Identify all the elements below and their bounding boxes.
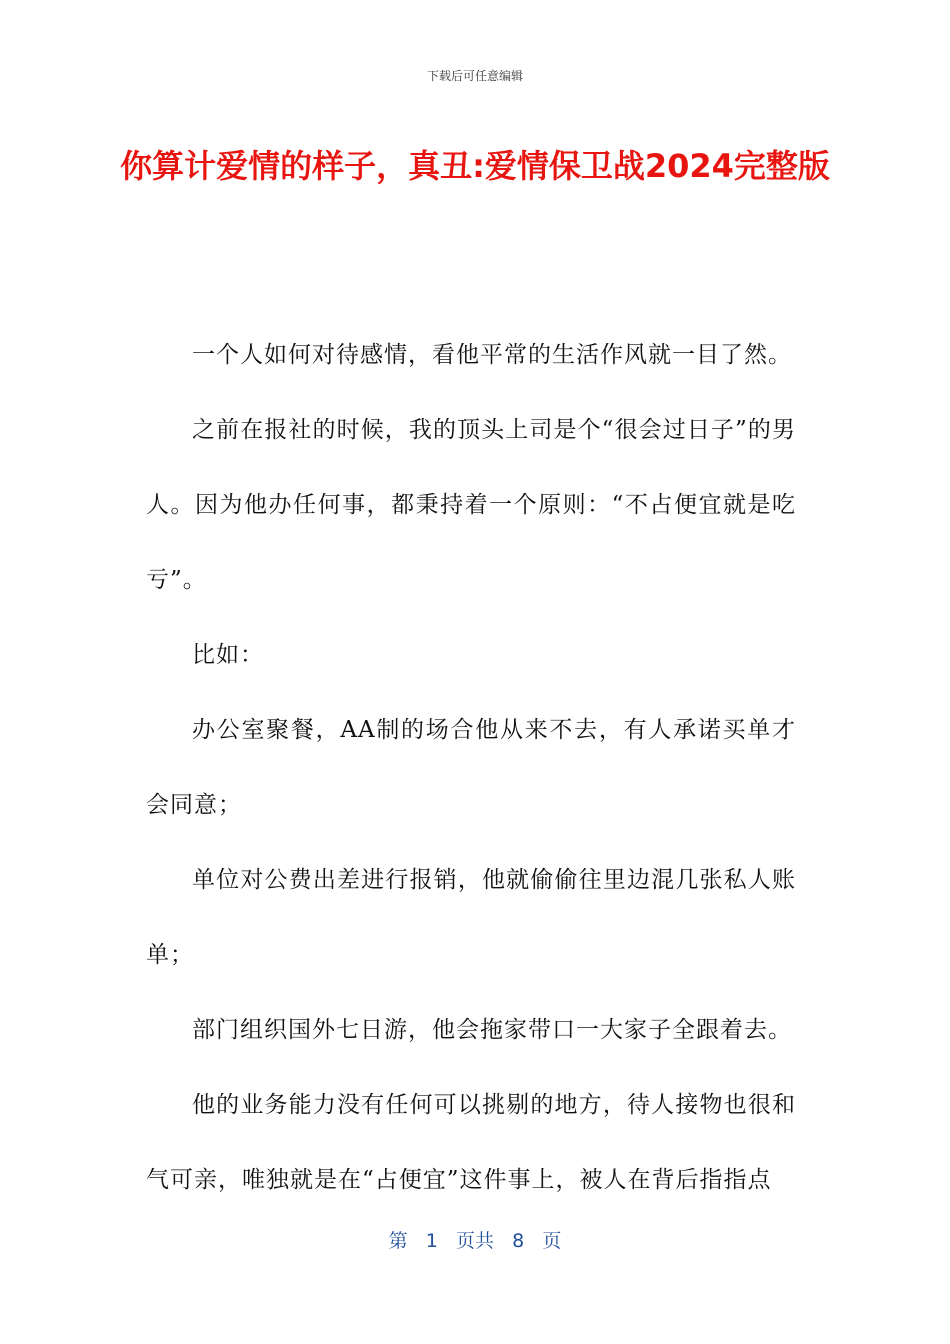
footer-middle: 页共 [455, 1230, 494, 1252]
page-title: 你算计爱情的样子，真丑:爱情保卫战2024完整版 [120, 147, 830, 185]
paragraph: 单位对公费出差进行报销，他就偷偷往里边混几张私人账单； [146, 867, 796, 968]
paragraph: 之前在报社的时候，我的顶头上司是个“很会过日子”的男人。因为他办任何事，都秉持着一个原则：“不占便宜就是吃亏”。 [146, 417, 796, 593]
current-page-number: 1 [425, 1230, 438, 1252]
article-body [146, 318, 796, 1218]
paragraph: 办公室聚餐，AA制的场合他从来不去，有人承诺买单才会同意； [146, 717, 796, 818]
page-footer [0, 1226, 950, 1253]
paragraph: 一个人如何对待感情，看他平常的生活作风就一目了然。 [192, 342, 792, 368]
paragraph: 他的业务能力没有任何可以挑剔的地方，待人接物也很和气可亲，唯独就是在“占便宜”这件事上，被人在背后指指点 [146, 1092, 796, 1193]
paragraph: 部门组织国外七日游，他会拖家带口一大家子全跟着去。 [192, 1017, 792, 1043]
footer-prefix: 第 [388, 1230, 408, 1252]
total-page-count: 8 [512, 1230, 525, 1252]
header-note: 下载后可任意编辑 [426, 69, 523, 83]
footer-suffix: 页 [542, 1230, 562, 1252]
paragraph: 比如： [192, 642, 264, 668]
